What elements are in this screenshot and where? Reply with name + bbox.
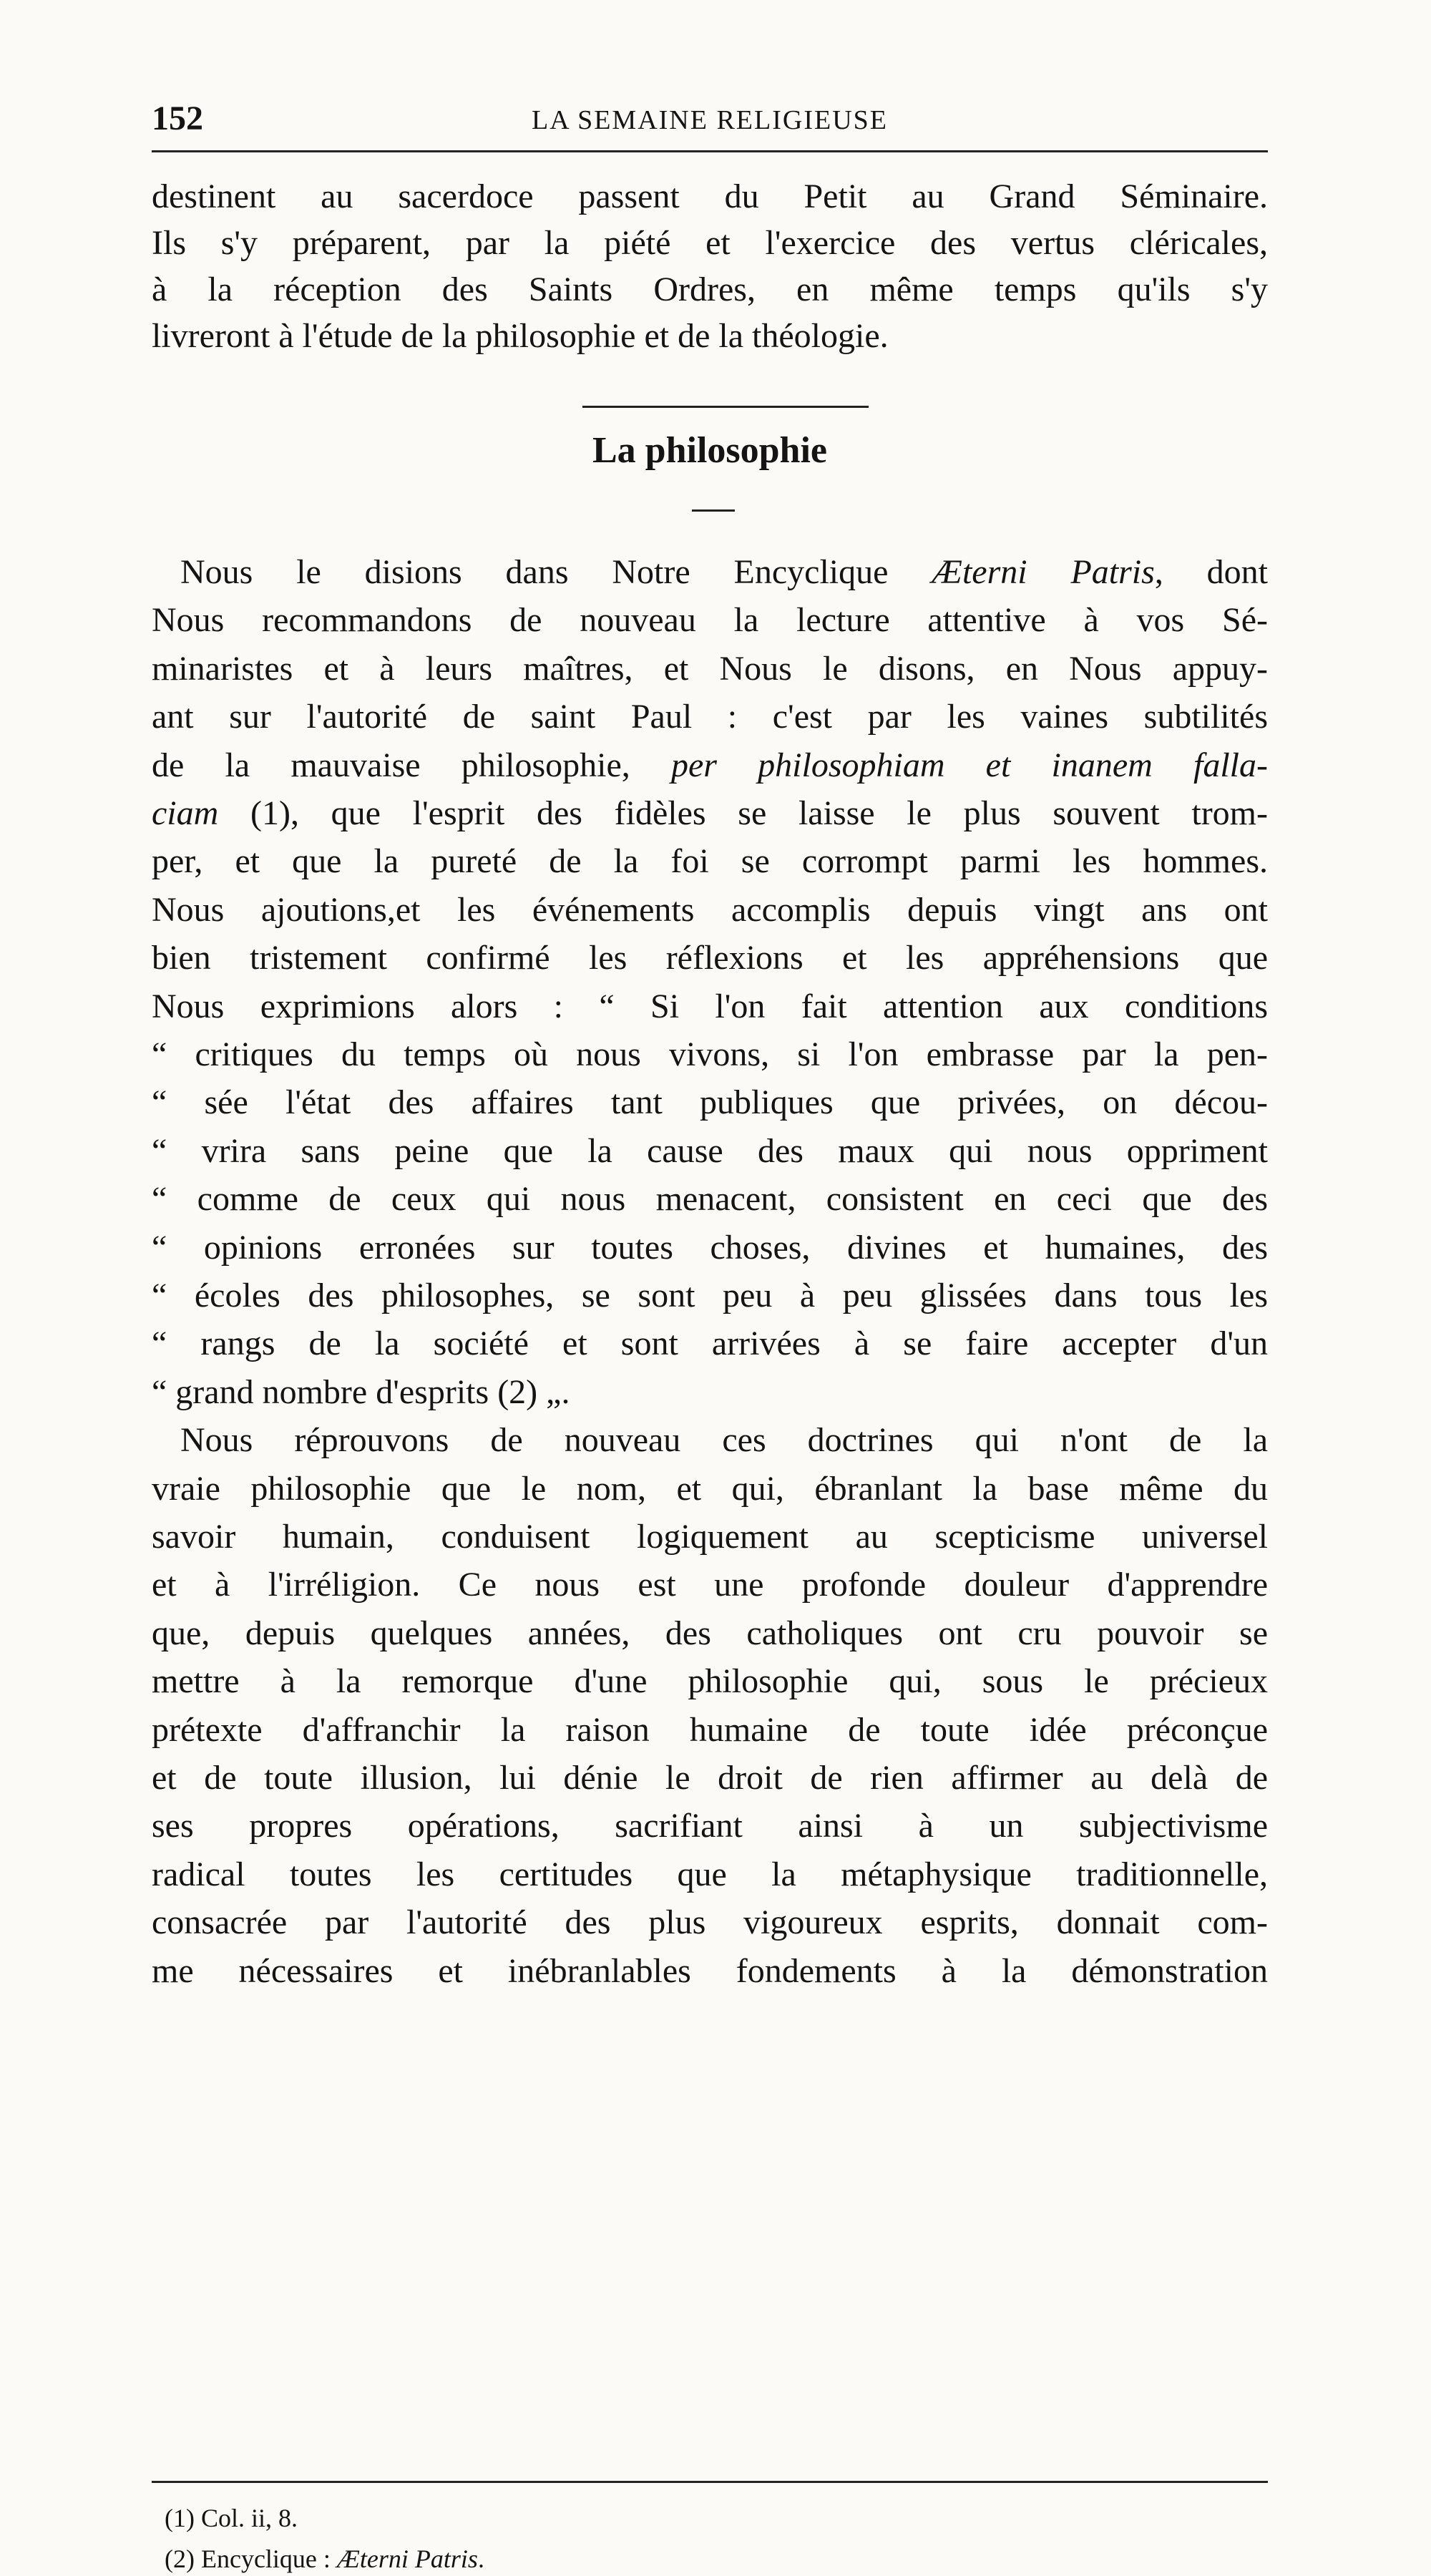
- footnote-2: (2) Encyclique : Æterni Patris.: [165, 2545, 484, 2573]
- text-line: que, depuis quelques années, des catholiques ont cru pouvoir se: [152, 1614, 1268, 1652]
- text-line: “ opinions erronées sur toutes choses, divines et humaines, des: [152, 1229, 1268, 1267]
- text-line: Nous exprimions alors : “ Si l'on fait attention aux conditions: [152, 987, 1268, 1025]
- text-line: mettre à la remorque d'une philosophie qui, sous le précieux: [152, 1662, 1268, 1700]
- text-line: ciam (1), que l'esprit des fidèles se laisse le plus souvent trom-: [152, 794, 1268, 832]
- text-line: livreront à l'étude de la philosophie et de la théologie.: [152, 317, 889, 355]
- text-line: “ critiques du temps où nous vivons, si l'on embrasse par la pen-: [152, 1035, 1268, 1073]
- text-line: consacrée par l'autorité des plus vigoureux esprits, donnait com-: [152, 1903, 1268, 1941]
- text-line: Nous recommandons de nouveau la lecture attentive à vos Sé-: [152, 601, 1268, 639]
- footnote-rule: [152, 2481, 1268, 2483]
- page-number: 152: [152, 99, 203, 137]
- footnote-1: (1) Col. ii, 8.: [165, 2504, 298, 2532]
- text-line: Nous ajoutions,et les événements accomplis depuis vingt ans ont: [152, 891, 1268, 929]
- text-line: prétexte d'affranchir la raison humaine de toute idée préconçue: [152, 1711, 1268, 1749]
- text-line: “ rangs de la société et sont arrivées à se faire accepter d'un: [152, 1324, 1268, 1362]
- page-header: [152, 99, 1268, 149]
- text-line: Nous réprouvons de nouveau ces doctrines qui n'ont de la: [180, 1421, 1268, 1459]
- section-separator: [582, 406, 869, 408]
- text-line: me nécessaires et inébranlables fondements à la démonstration: [152, 1952, 1268, 1990]
- text-line: ses propres opérations, sacrifiant ainsi à un subjectivisme: [152, 1807, 1268, 1845]
- text-line: “ grand nombre d'esprits (2) „.: [152, 1373, 570, 1411]
- text-line: vraie philosophie que le nom, et qui, ébranlant la base même du: [152, 1470, 1268, 1508]
- text-line: “ sée l'état des affaires tant publiques que privées, on décou-: [152, 1083, 1268, 1121]
- running-title: LA SEMAINE RELIGIEUSE: [532, 105, 888, 135]
- text-line: savoir humain, conduisent logiquement au scepticisme universel: [152, 1518, 1268, 1556]
- text-line: bien tristement confirmé les réflexions et les appréhensions que: [152, 939, 1268, 977]
- text-line: radical toutes les certitudes que la métaphysique traditionnelle,: [152, 1855, 1268, 1893]
- section-heading: La philosophie: [592, 430, 828, 471]
- text-line: destinent au sacerdoce passent du Petit au Grand Séminaire.: [152, 177, 1268, 215]
- text-line: et de toute illusion, lui dénie le droit de rien affirmer au delà de: [152, 1759, 1268, 1797]
- text-line: Nous le disions dans Notre Encyclique Æterni Patris, dont: [180, 553, 1269, 591]
- text-line: et à l'irréligion. Ce nous est une profonde douleur d'apprendre: [152, 1566, 1268, 1604]
- text-line: “ vrira sans peine que la cause des maux qui nous oppriment: [152, 1132, 1268, 1170]
- text-line: minaristes et à leurs maîtres, et Nous le disons, en Nous appuy-: [152, 650, 1268, 688]
- text-line: “ écoles des philosophes, se sont peu à peu glissées dans tous les: [152, 1277, 1268, 1314]
- text-line: “ comme de ceux qui nous menacent, consistent en ceci que des: [152, 1180, 1268, 1218]
- heading-dash: [692, 509, 735, 512]
- text-line: à la réception des Saints Ordres, en même temps qu'ils s'y: [152, 270, 1268, 308]
- text-line: per, et que la pureté de la foi se corrompt parmi les hommes.: [152, 842, 1268, 880]
- text-line: de la mauvaise philosophie, per philosophiam et inanem falla-: [152, 746, 1268, 784]
- text-line: ant sur l'autorité de saint Paul : c'est par les vaines subtilités: [152, 698, 1268, 736]
- header-rule: [152, 150, 1268, 152]
- text-line: Ils s'y préparent, par la piété et l'exercice des vertus cléricales,: [152, 224, 1268, 262]
